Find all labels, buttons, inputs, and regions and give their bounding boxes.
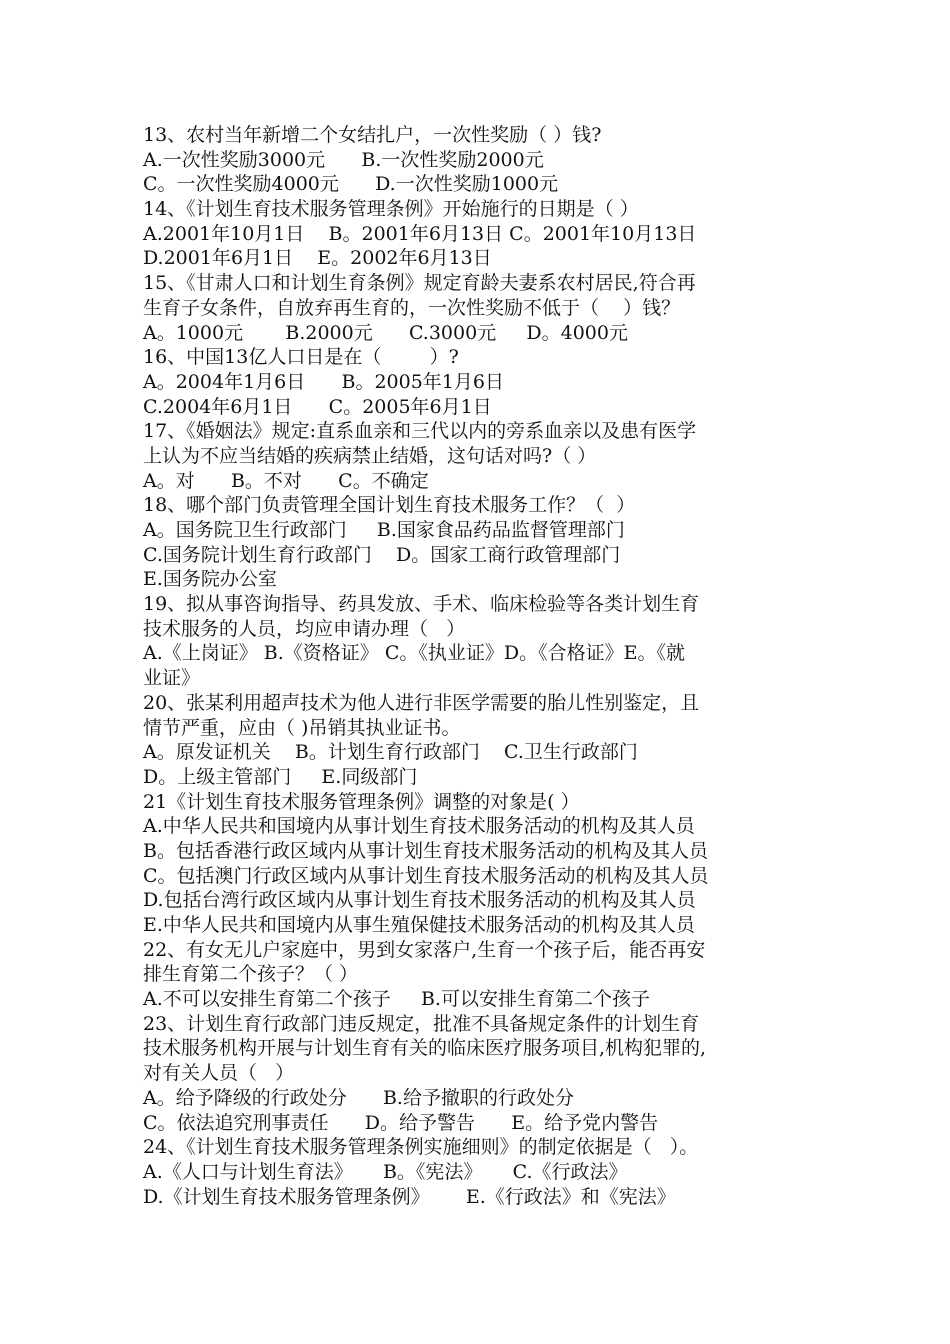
text-line: D.2001年6月1日 E。2002年6月13日 (143, 247, 492, 270)
text-line: A。1000元 B.2000元 C.3000元 D。4000元 (143, 321, 628, 344)
text-line: B。包括香港行政区域内从事计划生育技术服务活动的机构及其人员 (143, 839, 708, 862)
text-line: A。对 B。不对 C。不确定 (143, 469, 429, 492)
text-line: 情节严重，应由（ )吊销其执业证书。 (143, 716, 461, 739)
text-line: 15、《甘肃人口和计划生育条例》规定育龄夫妻系农村居民,符合再 (143, 272, 696, 295)
text-line: 上认为不应当结婚的疾病禁止结婚，这句话对吗?（ ） (143, 444, 597, 467)
text-line: A。国务院卫生行政部门 B.国家食品药品监督管理部门 (143, 519, 625, 541)
text-line: C.国务院计划生育行政部门 D。国家工商行政管理部门 (143, 543, 621, 566)
text-line: D。上级主管部门 E.同级部门 (143, 765, 418, 788)
text-line: A.2001年10月1日 B。2001年6月13日 C。2001年10月13日 (143, 222, 697, 245)
text-line: 21《计划生育技术服务管理条例》调整的对象是( ） (143, 790, 580, 813)
text-line: A。2004年1月6日 B。2005年1月6日 (143, 370, 504, 393)
text-line: 14、《计划生育技术服务管理条例》开始施行的日期是（ ） (143, 198, 639, 221)
text-line: C.2004年6月1日 C。2005年6月1日 (143, 395, 492, 418)
text-line: 17、《婚姻法》规定:直系血亲和三代以内的旁系血亲以及患有医学 (143, 420, 697, 443)
text-line: C。一次性奖励4000元 D.一次性奖励1000元 (143, 173, 559, 196)
text-line: 22、有女无儿户家庭中，男到女家落户,生育一个孩子后，能否再安 (143, 938, 706, 961)
text-line: A.《上岗证》 B.《资格证》 C。《执业证》D。《合格证》E。《就 (143, 642, 685, 665)
text-line: A.不可以安排生育第二个孩子 B.可以安排生育第二个孩子 (143, 988, 650, 1011)
text-line: A.中华人民共和国境内从事计划生育技术服务活动的机构及其人员 (143, 815, 695, 838)
text-line: 生育子女条件，自放弃再生育的，一次性奖励不低于（ ）钱？ (143, 296, 681, 319)
text-line: E.国务院办公室 (143, 568, 277, 591)
text-line: 24、《计划生育技术服务管理条例实施细则》的制定依据是（ ）。 (143, 1136, 699, 1159)
text-line: 20、张某利用超声技术为他人进行非医学需要的胎儿性别鉴定，且 (143, 691, 700, 714)
text-line: A。原发证机关 B。计划生育行政部门 C.卫生行政部门 (143, 741, 638, 764)
text-line: 对有关人员（ ） (143, 1062, 295, 1085)
text-line: A.《人口与计划生育法》 B。《宪法》 C.《行政法》 (143, 1160, 628, 1183)
text-line: 业证》 (143, 667, 201, 690)
text-line: A.一次性奖励3000元 B.一次性奖励2000元 (143, 148, 544, 171)
text-line: 23、计划生育行政部门违反规定，批准不具备规定条件的计划生育 (143, 1012, 700, 1035)
question-text-block (143, 123, 823, 1209)
text-line: 16、中国13亿人口日是在（ ）? (143, 346, 459, 369)
text-line: 技术服务机构开展与计划生育有关的临床医疗服务项目,机构犯罪的, (143, 1037, 707, 1060)
text-line: 19、拟从事咨询指导、药具发放、手术、临床检验等各类计划生育 (143, 593, 700, 616)
text-line: E.中华人民共和国境内从事生殖保健技术服务活动的机构及其人员 (143, 914, 695, 936)
text-line: C。包括澳门行政区域内从事计划生育技术服务活动的机构及其人员 (143, 864, 709, 887)
text-line: C。依法追究刑事责任 D。给予警告 E。给予党内警告 (143, 1111, 659, 1134)
text-line: 13、农村当年新增二个女结扎户，一次性奖励（ ）钱? (143, 124, 602, 146)
text-line: 18、哪个部门负责管理全国计划生育技术服务工作？（ ） (143, 494, 636, 517)
text-line: A。给予降级的行政处分 B.给予撤职的行政处分 (143, 1086, 574, 1109)
text-line: 技术服务的人员，均应申请办理（ ） (143, 617, 466, 640)
text-line: D.《计划生育技术服务管理条例》 E.《行政法》和《宪法》 (143, 1185, 676, 1208)
text-line: D.包括台湾行政区域内从事计划生育技术服务活动的机构及其人员 (143, 889, 696, 912)
text-line: 排生育第二个孩子？（ ） (143, 963, 359, 986)
